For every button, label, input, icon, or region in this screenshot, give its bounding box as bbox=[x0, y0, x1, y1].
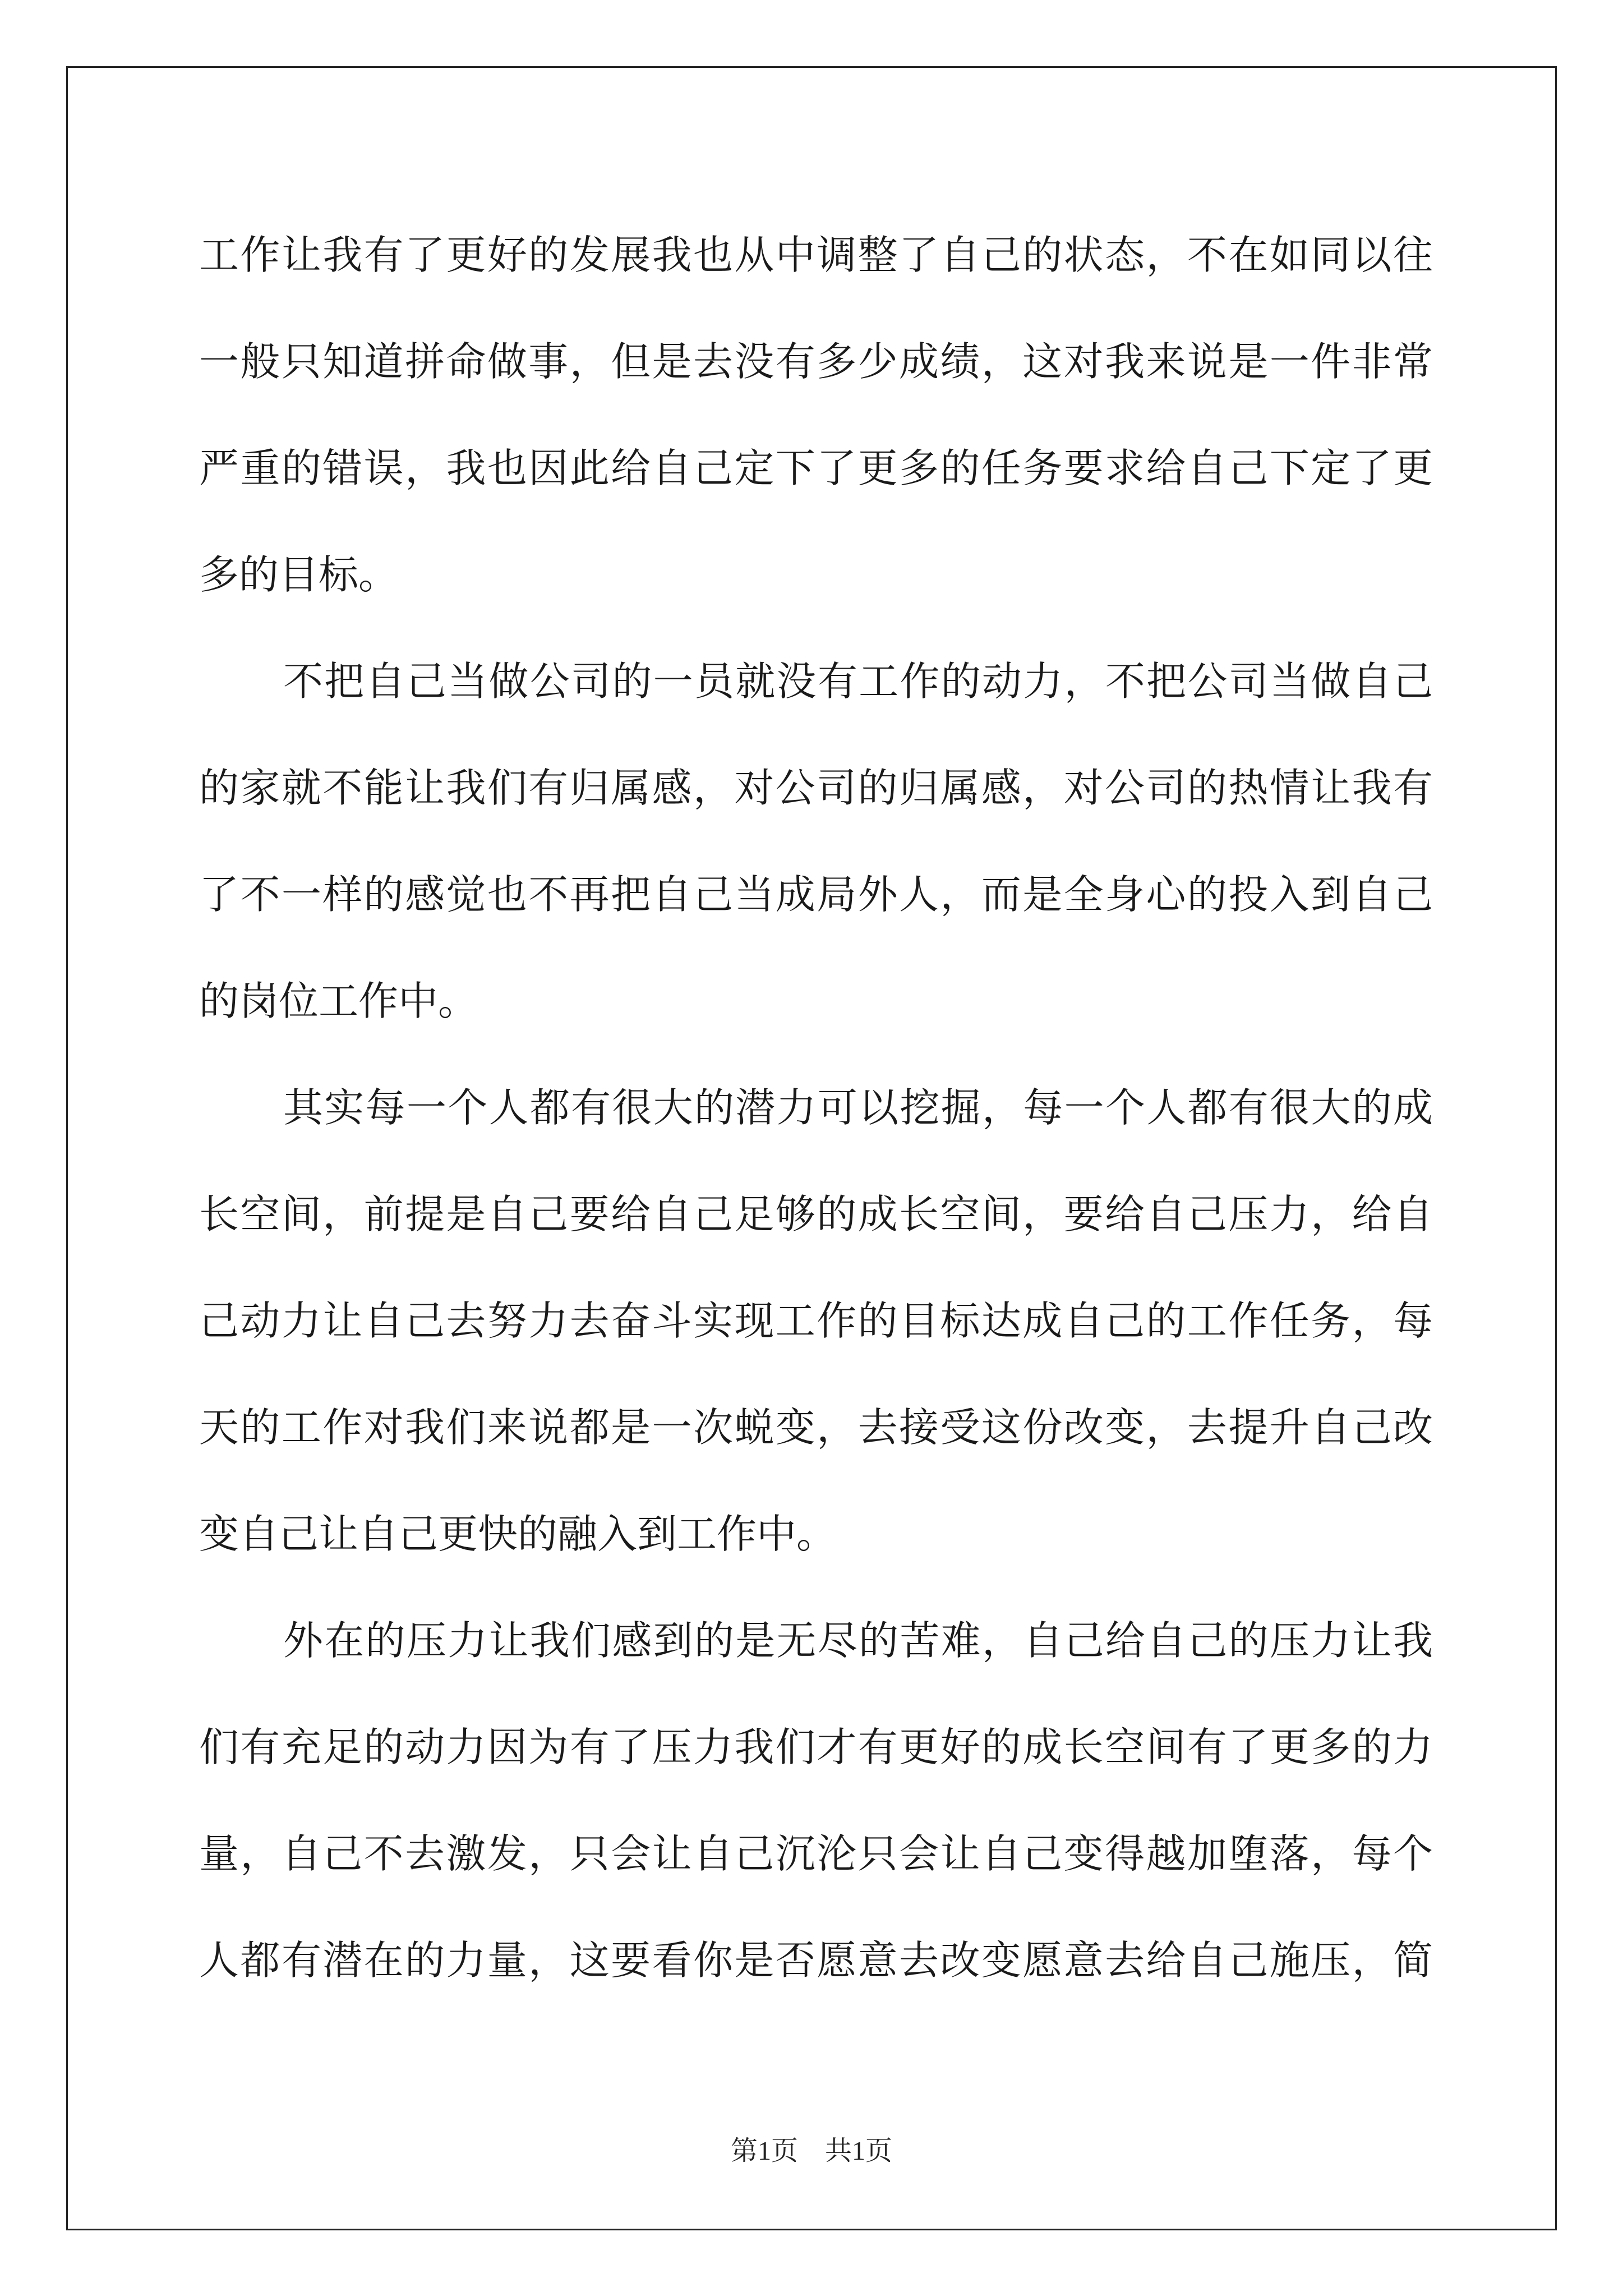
paragraph-1-line-3: 严重的错误，我也因此给自己定下了更多的任务要求给自己下定了更 bbox=[199, 445, 1433, 491]
paragraph-2-line-3: 了不一样的感觉也不再把自己当成局外人，而是全身心的投入到自己 bbox=[199, 871, 1433, 918]
paragraph-2-line-1: 不把自己当做公司的一员就没有工作的动力，不把公司当做自己 bbox=[283, 658, 1433, 705]
paragraph-3-line-2: 长空间，前提是自己要给自己足够的成长空间，要给自己压力，给自 bbox=[199, 1191, 1433, 1237]
paragraph-4-line-2: 们有充足的动力因为有了压力我们才有更好的成长空间有了更多的力 bbox=[199, 1724, 1433, 1770]
paragraph-1-line-1: 工作让我有了更好的发展我也从中调整了自己的状态，不在如同以往 bbox=[199, 232, 1433, 278]
document-body bbox=[199, 213, 1433, 2025]
paragraph-3-line-1: 其实每一个人都有很大的潜力可以挖掘，每一个人都有很大的成 bbox=[283, 1084, 1433, 1131]
paragraph-2-line-4: 的岗位工作中。 bbox=[199, 978, 478, 1024]
paragraph-4-line-4: 人都有潜在的力量，这要看你是否愿意去改变愿意去给自己施压，简 bbox=[199, 1937, 1433, 1984]
paragraph-3-line-5: 变自己让自己更快的融入到工作中。 bbox=[199, 1511, 837, 1557]
paragraph-4-line-1: 外在的压力让我们感到的是无尽的苦难，自己给自己的压力让我 bbox=[283, 1617, 1433, 1664]
page-footer bbox=[0, 2129, 1623, 2168]
paragraph-4-line-3: 量，自己不去激发，只会让自己沉沦只会让自己变得越加堕落，每个 bbox=[199, 1830, 1433, 1877]
paragraph-2-line-2: 的家就不能让我们有归属感，对公司的归属感，对公司的热情让我有 bbox=[199, 765, 1433, 811]
paragraph-3-line-4: 天的工作对我们来说都是一次蜕变，去接受这份改变，去提升自己改 bbox=[199, 1404, 1433, 1451]
paragraph-3-line-3: 己动力让自己去努力去奋斗实现工作的目标达成自己的工作任务，每 bbox=[199, 1297, 1433, 1344]
page-number-label: 第1页 共1页 bbox=[730, 2136, 892, 2166]
paragraph-1-line-2: 一般只知道拼命做事，但是去没有多少成绩，这对我来说是一件非常 bbox=[199, 338, 1433, 385]
paragraph-1-line-4: 多的目标。 bbox=[199, 551, 399, 598]
